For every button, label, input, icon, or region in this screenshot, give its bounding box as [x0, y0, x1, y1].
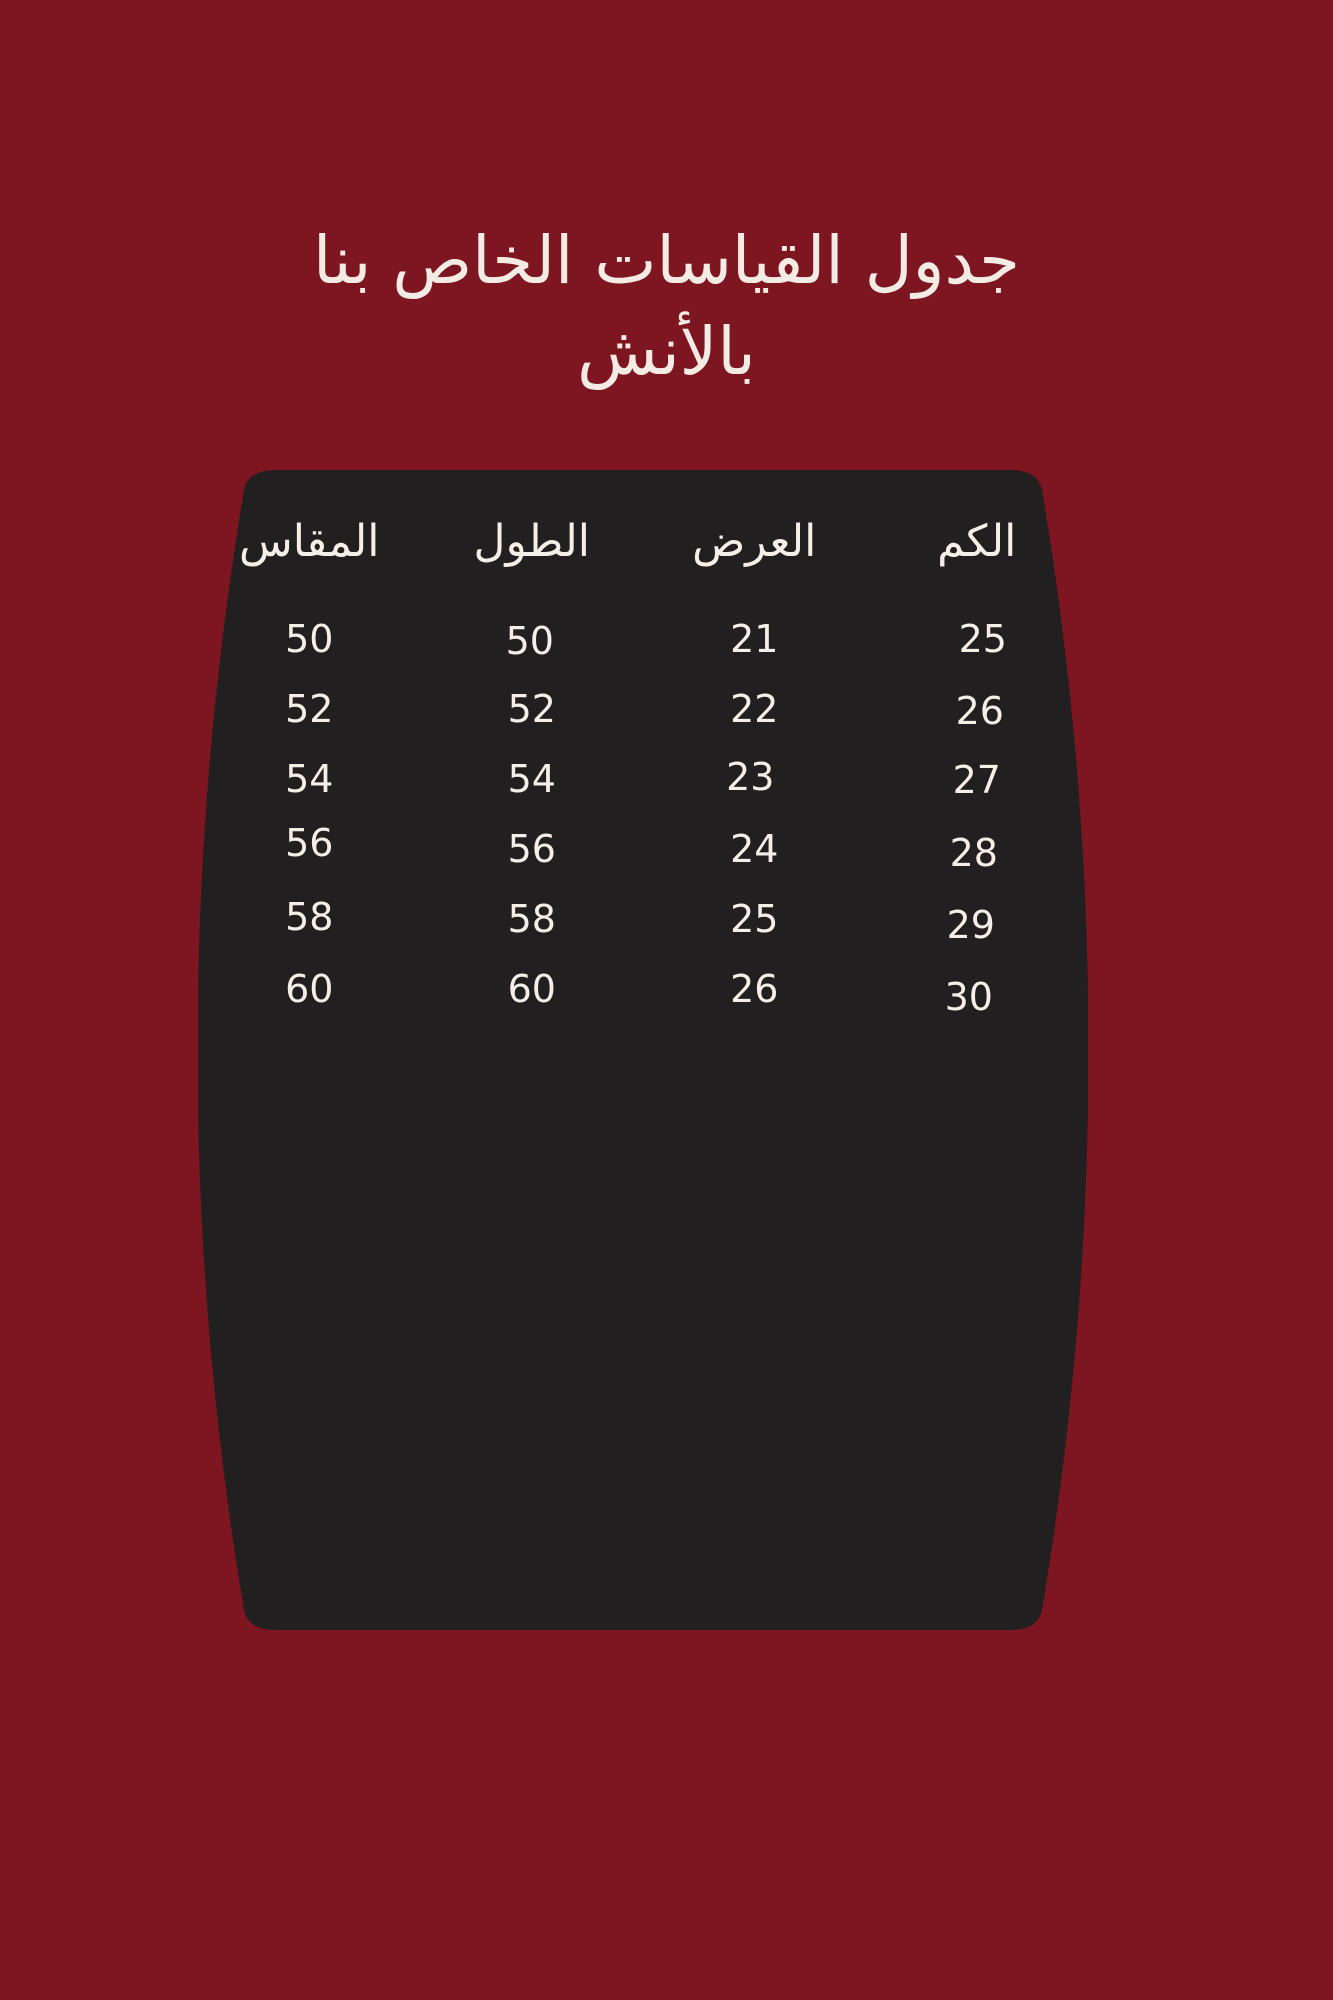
- table-header-row: [198, 516, 1088, 620]
- cell-sleeve: 30: [944, 975, 993, 1019]
- cell-sleeve: 27: [952, 758, 1001, 802]
- cell-width: 21: [730, 617, 779, 661]
- cell-width: 22: [730, 687, 779, 731]
- cell-width: 26: [730, 967, 779, 1011]
- cell-length: 56: [507, 827, 556, 871]
- page-title-line-2: بالأنش: [577, 313, 756, 391]
- table-row: [198, 617, 1088, 690]
- table-row: [198, 895, 1088, 970]
- table-row: [198, 755, 1088, 830]
- cell-size: 56: [285, 821, 334, 865]
- cell-sleeve: 25: [958, 617, 1007, 661]
- cell-size: 60: [285, 967, 334, 1011]
- cell-width: 25: [730, 897, 779, 941]
- cell-size: 54: [285, 757, 334, 801]
- cell-size: 58: [285, 895, 334, 939]
- cell-width: 23: [726, 755, 775, 799]
- cell-size: 52: [285, 687, 334, 731]
- cell-width: 24: [730, 827, 779, 871]
- table-row: [198, 687, 1088, 760]
- cell-length: 52: [507, 687, 556, 731]
- cell-sleeve: 26: [955, 689, 1004, 733]
- size-table: [198, 516, 1088, 1040]
- cell-length: 54: [507, 757, 556, 801]
- table-row: [198, 967, 1088, 1040]
- cell-size: 50: [285, 617, 334, 661]
- page-title: [0, 215, 1333, 397]
- table-row: [198, 821, 1088, 900]
- column-header-width: العرض: [692, 516, 817, 567]
- cell-length: 60: [507, 967, 556, 1011]
- column-header-sleeve: الكم: [937, 516, 1017, 567]
- cell-sleeve: 29: [946, 903, 995, 947]
- column-header-length: الطول: [473, 516, 590, 567]
- cell-sleeve: 28: [949, 831, 998, 875]
- cell-length: 50: [505, 619, 554, 663]
- cell-length: 58: [507, 897, 556, 941]
- column-header-size: المقاس: [239, 516, 380, 567]
- page-title-line-1: جدول القياسات الخاص بنا: [313, 222, 1020, 299]
